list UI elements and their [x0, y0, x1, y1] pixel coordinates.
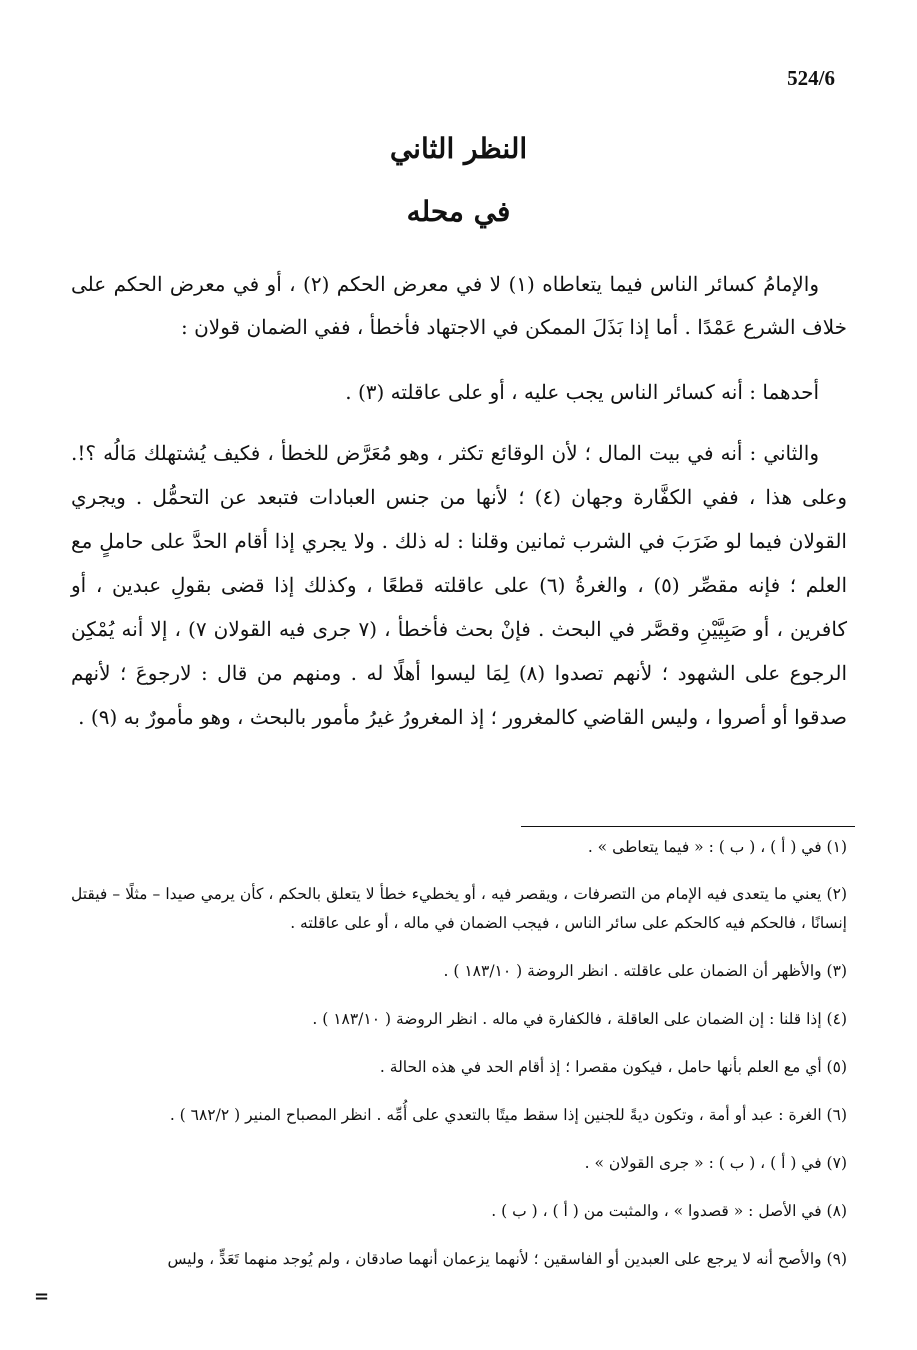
footnote-4: (٤) إذا قلنا : إن الضمان على العاقلة ، فالكفارة في ماله . انظر الروضة ( ١٨٣/١٠ ) . — [312, 1010, 847, 1028]
footnote-1: (١) في ( أ ) ، ( ب ) : « فيما يتعاطى » . — [587, 838, 847, 856]
footnotes — [71, 832, 847, 1292]
page-number: 524/6 — [787, 66, 835, 90]
footnote-5: (٥) أي مع العلم بأنها حامل ، فيكون مقصرا ؛ إذ أقام الحد في هذه الحالة . — [379, 1058, 847, 1076]
footnote-9: (٩) والأصح أنه لا يرجع على العبدين أو الفاسقين ؛ لأنهما يزعمان أنهما صادقان ، ولم يُوجد منهما تَعَدٍّ ، وليس — [167, 1250, 847, 1268]
body-paragraph-2: أحدهما : أنه كسائر الناس يجب عليه ، أو على عاقلته (٣) . — [345, 380, 819, 404]
footnote-7: (٧) في ( أ ) ، ( ب ) : « جرى القولان » . — [584, 1154, 847, 1172]
section-heading: النظر الثاني — [389, 132, 528, 165]
body-paragraph-3: والثاني : أنه في بيت المال ؛ لأن الوقائع تكثر ، وهو مُعَرَّض للخطأ ، فكيف يُشتهلك مَالُه ؟!. وعلى هذا ، ففي الكفَّارة وجهان (٤) ؛ لأنها من جنس العبادات فتبعد عن التحمُّل . ويجري القولان فيما لو ضَرَبَ في الشرب ثمانين وقلنا : له ذلك . ولا يجري إذا أقام الحدَّ على حاملٍ مع العلم ؛ فإنه مقصِّر (٥) ، والغرةُ (٦) على عاقلته قطعًا ، وكذلك إذا قضى بقولِ عبدين ، أو كافرين ، أو صَبِيَّيْنِ وقصَّر في البحث . فإنْ بحث فأخطأ ، (٧ جرى فيه القولان ٧) ، إلا أنه يُمْكِن الرجوع على الشهود ؛ لأنهم تصدوا (٨) لِمَا ليسوا أهلًا له . ومنهم من قال : لارجوعَ ؛ لأنهم صدقوا أو أصروا ، وليس القاضي كالمغرور ؛ إذ المغرورُ غيرُ مأمور بالبحث ، وهو مأمورٌ به (٩) . — [71, 441, 847, 729]
continuation-mark: = — [34, 1286, 50, 1307]
footnote-2: (٢) يعني ما يتعدى فيه الإمام من التصرفات ، ويقصر فيه ، أو يخطيء خطأ لا يتعلق بالحكم ، كأن يرمي صيدا – مثلًا – فيقتل إنسانًا ، فالحكم فيه كالحكم على سائر الناس ، فيجب الضمان في ماله ، أو على عاقلته . — [71, 885, 847, 932]
footnote-separator — [521, 826, 855, 827]
footnote-8: (٨) في الأصل : « قصدوا » ، والمثبت من ( أ ) ، ( ب ) . — [491, 1202, 847, 1220]
footnote-6: (٦) الغرة : عبد أو أمة ، وتكون ديةً للجنين إذا سقط ميتًا بالتعدي على أُمِّه . انظر المصباح المنير ( ٦٨٢/٢ ) . — [169, 1106, 847, 1124]
section-subheading: في محله — [406, 195, 511, 228]
footnote-3: (٣) والأظهر أن الضمان على عاقلته . انظر الروضة ( ١٨٣/١٠ ) . — [443, 962, 847, 980]
body-paragraph-1: والإمامُ كسائر الناس فيما يتعاطاه (١) لا في معرض الحكم (٢) ، أو في معرض الحكم على خلاف الشرع عَمْدًا . أما إذا بَذَلَ الممكن في الاجتهاد فأخطأ ، ففي الضمان قولان : — [71, 272, 847, 339]
